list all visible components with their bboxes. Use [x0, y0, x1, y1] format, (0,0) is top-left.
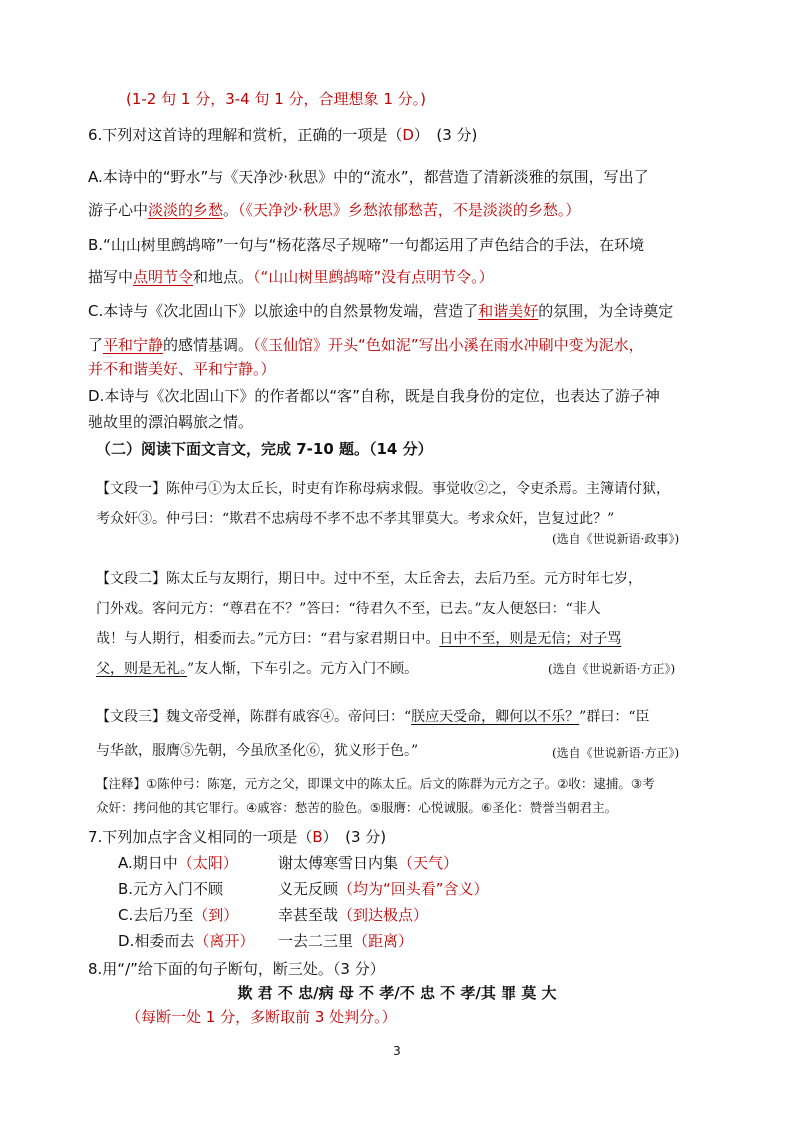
passage-2-line3	[96, 628, 794, 648]
q6-c-explanation-2: 并不和谐美好、平和宁静。）	[88, 360, 276, 378]
q7-b-right-explanation: （均为“回头看”含义）	[338, 880, 489, 898]
q8-stem: 8.用“/”给下面的句子断句，断三处。（3 分）	[88, 960, 385, 978]
passage-1-line1: 【文段一】陈仲弓①为太丘长，时吏有诈称母病求假。事觉收②之，令吏杀焉。主簿请付狱，	[96, 481, 670, 497]
q6-c-text-2: 了	[88, 336, 104, 354]
q7-option-a-left	[118, 852, 238, 873]
q6-c-explanation-1: （《玉仙馆》开头“色如泥”写出小溪在雨水冲刷中变为泥水，	[253, 336, 644, 354]
q7-d-right-text: 一去二三里	[278, 932, 354, 950]
q7-option-a-right	[278, 852, 458, 873]
q6-option-a-line2	[88, 199, 794, 221]
passage-2-line4-text: ”友人惭，下车引之。元方入门不顾。	[187, 661, 419, 677]
passage-2-line4	[96, 658, 794, 678]
q6-a-text: 游子心中	[88, 201, 149, 219]
q6-stem	[88, 124, 794, 146]
q7-c-left-text: C.去后乃至	[118, 906, 194, 924]
q7-a-left-text: A.期日中	[118, 854, 178, 872]
q6-option-d-line2: 驰故里的漂泊羁旅之情。	[88, 413, 254, 431]
q7-stem	[88, 826, 794, 848]
q6-stem-text: 6.下列对这首诗的理解和赏析，正确的一项是（	[88, 126, 403, 144]
q6-option-b-line2	[88, 266, 794, 288]
q8-sentence: 欺 君 不 忠/病 母 不 孝/不 忠 不 孝/其 罪 莫 大	[237, 984, 557, 1002]
q7-d-right-explanation: （距离）	[353, 932, 414, 950]
q6-c-text: C.本诗与《次北固山下》以旅途中的自然景物发端，营造了	[88, 302, 479, 320]
notes-line2: 众奸：拷问他的其它罪行。④戚容：愁苦的脸色。⑤服膺：心悦诚服。⑥圣化：赞誉当朝君主。	[96, 800, 618, 815]
q6-option-b-line1: B.“山山树里鹧鸪啼”一句与“杨花落尽子规啼”一句都运用了声色结合的手法，在环境	[88, 236, 645, 254]
q7-stem-text: 7.下列加点字含义相同的一项是（	[88, 828, 313, 846]
passage-3-underlined: 朕应天受命，卿何以不乐？	[411, 709, 580, 725]
q6-c-post: 的氛围，为全诗奠定	[538, 302, 674, 320]
q6-option-c-line2	[88, 334, 794, 356]
q7-stem-score: ） (3 分)	[322, 828, 387, 846]
passage-3-line1	[96, 706, 794, 726]
q6-b-explanation: （“山山树里鹧鸪啼”没有点明节令。）	[253, 268, 494, 286]
q7-d-left-explanation: （离开）	[194, 932, 255, 950]
passage-2-underlined-2: 父，则是无礼。	[96, 661, 187, 677]
q6-c-underlined-2: 平和宁静	[103, 336, 164, 354]
notes-line1: 【注释】①陈仲弓：陈寔，元方之父，即课文中的陈太丘。后文的陈群为元方之子。②收：逮捕。③考	[96, 776, 655, 791]
passage-3-source: (选自《世说新语·方正》)	[552, 746, 680, 760]
q8-score-note: （每断一处 1 分，多断取前 3 处判分。）	[126, 1008, 397, 1026]
passage-2-line1: 【文段二】陈太丘与友期行，期日中。过中不至，太丘舍去，去后乃至。元方时年七岁，	[96, 571, 642, 587]
q7-a-left-explanation: （太阳）	[177, 854, 238, 872]
q7-option-d-right	[278, 930, 413, 951]
q6-b-text: 描写中	[88, 268, 134, 286]
passage-2-source: (选自《世说新语·方正》)	[548, 662, 676, 676]
passage-2-line3-text: 哉！与人期行，相委而去。”元方曰：“君与家君期日中。	[96, 631, 440, 647]
q6-a-underlined: 淡淡的乡愁	[148, 201, 224, 219]
q7-a-right-text: 谢太傅寒雪日内集	[278, 854, 399, 872]
q6-b-underlined: 点明节令	[133, 268, 194, 286]
q7-option-c-right	[278, 904, 428, 925]
q7-option-b-left	[118, 878, 223, 899]
q7-c-right-explanation: （到达极点）	[338, 906, 429, 924]
q6-b-post: 和地点。	[193, 268, 254, 286]
q6-option-c-line1	[88, 300, 794, 322]
passage-3-line1-post: ”群曰：“臣	[579, 709, 650, 725]
q6-option-d-line1: D.本诗与《次北固山下》的作者都以“客”自称，既是自我身份的定位，也表达了游子神	[88, 387, 660, 405]
passage-3-line2: 与华歆，服膺⑤先朝，今虽欣圣化⑥，犹义形于色。”	[96, 743, 419, 759]
q5-score-note: (1-2 句 1 分，3-4 句 1 分，合理想象 1 分。)	[126, 90, 426, 108]
q6-option-a-line1: A.本诗中的“野水”与《天净沙·秋思》中的“流水”，都营造了清新淡雅的氛围，写出了	[88, 168, 649, 186]
q7-option-d-left	[118, 930, 254, 951]
q6-stem-score: ） (3 分)	[413, 126, 478, 144]
section-2-title: （二）阅读下面文言文，完成 7-10 题。（14 分）	[96, 440, 433, 458]
q6-c-underlined-1: 和谐美好	[478, 302, 539, 320]
passage-1-line2: 考众奸③。仲弓曰：“欺君不忠病母不孝不忠不孝其罪莫大。考求众奸，岂复过此？”	[96, 511, 615, 527]
q7-option-c-left	[118, 904, 238, 925]
passage-2-underlined-1: 日中不至，则是无信；对子骂	[439, 631, 622, 647]
q6-c-post-2: 的感情基调。	[163, 336, 254, 354]
q7-d-left-text: D.相委而去	[118, 932, 195, 950]
passage-2-line2: 门外戏。客问元方：“尊君在不？”答曰：“待君久不至，已去。”友人便怒曰：“非人	[96, 601, 601, 617]
passage-3-line1-text: 【文段三】魏文帝受禅，陈群有戚容④。帝问曰：“	[96, 709, 412, 725]
q7-b-left-text: B.元方入门不顾	[118, 880, 224, 898]
q7-a-right-explanation: （天气）	[398, 854, 459, 872]
q7-option-b-right	[278, 878, 489, 899]
passage-1-source: (选自《世说新语·政事》)	[552, 532, 680, 546]
page-number: 3	[393, 1044, 401, 1058]
q6-answer: D	[402, 126, 414, 144]
q7-c-right-text: 幸甚至哉	[278, 906, 339, 924]
q6-a-explanation: （《天净沙·秋思》乡愁浓郁愁苦，不是淡淡的乡愁。）	[238, 201, 581, 219]
q7-b-right-text: 义无反顾	[278, 880, 339, 898]
q6-a-post: 。	[223, 201, 239, 219]
q7-c-left-explanation: （到）	[193, 906, 239, 924]
q7-answer: B	[312, 828, 323, 846]
